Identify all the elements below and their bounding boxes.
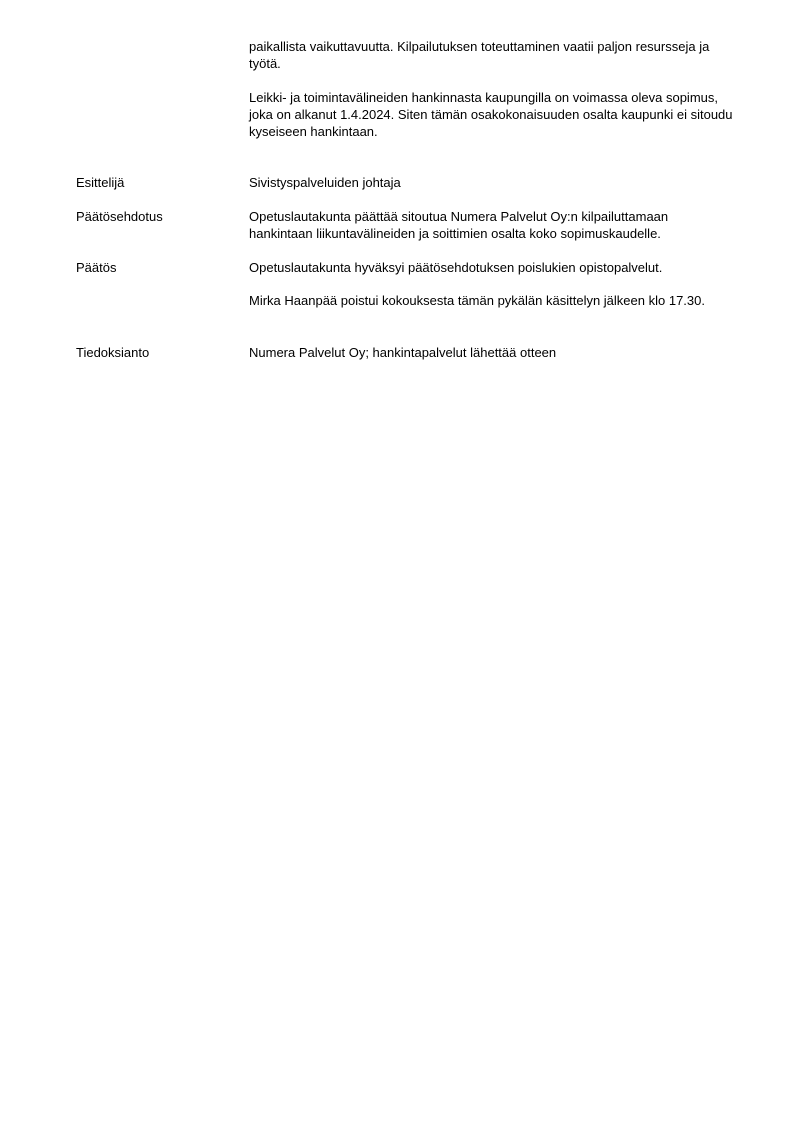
section-label-paatos: Päätös bbox=[76, 260, 117, 275]
continuation-content bbox=[249, 38, 734, 140]
paatos-paragraph-2: Mirka Haanpää poistui kokouksesta tämän pykälän käsittelyn jälkeen klo 17.30. bbox=[249, 293, 705, 308]
paatosehdotus-text: Opetuslautakunta päättää sitoutua Numera Palvelut Oy:n kilpailuttamaan hankintaan liikuntavälineiden ja soittimien osalta koko sopimuskaudelle. bbox=[249, 209, 669, 241]
section-content-paatos bbox=[249, 259, 734, 309]
continuation-paragraph-2: Leikki- ja toimintavälineiden hankinnasta kaupungilla on voimassa oleva sopimus, joka on alkanut 1.4.2024. Siten tämän osakokonaisuuden osalta kaupunki ei sitoudu kyseiseen hankintaan. bbox=[249, 90, 733, 139]
paatos-paragraph-1: Opetuslautakunta hyväksyi päätösehdotuksen poislukien opistopalvelut. bbox=[249, 260, 663, 275]
tiedoksianto-text: Numera Palvelut Oy; hankintapalvelut lähettää otteen bbox=[249, 345, 557, 360]
section-label-tiedoksianto: Tiedoksianto bbox=[76, 345, 150, 360]
continuation-paragraph-1: paikallista vaikuttavuutta. Kilpailutuksen toteuttaminen vaatii paljon resursseja ja työtä. bbox=[249, 39, 710, 71]
esittelija-text: Sivistyspalveluiden johtaja bbox=[249, 175, 401, 190]
section-content-esittelija bbox=[249, 174, 734, 191]
section-label-esittelija: Esittelijä bbox=[76, 175, 125, 190]
section-content-tiedoksianto bbox=[249, 344, 734, 361]
section-label-paatosehdotus: Päätösehdotus bbox=[76, 209, 163, 224]
section-content-paatosehdotus bbox=[249, 208, 734, 242]
